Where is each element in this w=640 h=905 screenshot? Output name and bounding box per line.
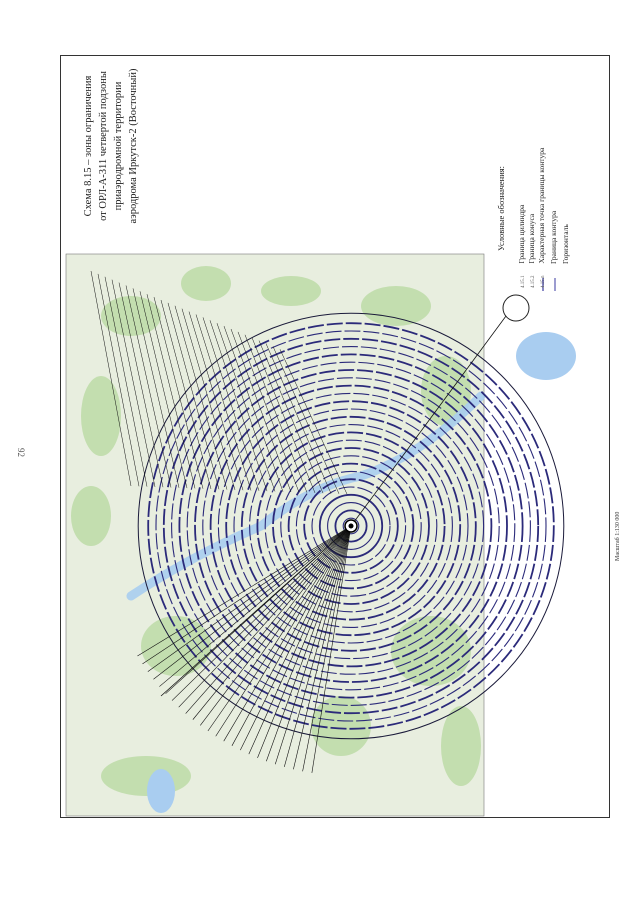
title-line-4: аэродрома Иркутск-2 (Восточный) [128,68,139,224]
terrain-patch [81,376,121,456]
legend-header: Условные обозначения: [496,165,506,251]
map-sheet [60,55,621,818]
legend-item-5 [555,224,573,288]
terrain-patch [441,706,481,786]
legend-code-2: 4.15.2 [531,275,536,288]
reservoir [516,332,576,380]
small-circle-marker-icon [503,295,529,321]
lake [147,769,175,813]
legend-label-2: Граница конуса [527,213,536,264]
title-line-2: от ОРЛ-А-311 четвертой подзоны [98,71,109,221]
legend-label-5: Горизонталь [561,224,570,264]
scale-label: Масштаб 1:130 000 [615,511,621,561]
terrain-patch [361,286,431,326]
terrain-patch [181,266,231,301]
legend-label-1: Граница цилиндра [517,204,526,264]
legend [496,166,506,251]
title-line-3: приаэродромной территории [113,81,124,211]
radar-center-dot [349,524,354,529]
page-number: 92 [16,448,26,457]
legend-code-3: 4.15.n [541,275,546,288]
terrain-patch [71,486,111,546]
title-line-1: Схема 8.15 – зоны ограничения [83,75,94,217]
legend-label-4: Граница контура [549,210,558,264]
legend-code-1: 4.15.1 [521,275,526,288]
terrain-patch [141,616,211,676]
legend-label-3: Характерная точка границы контура [537,147,546,264]
terrain-patch [261,276,321,306]
terrain-patch [101,756,191,796]
title-panel [81,61,281,231]
